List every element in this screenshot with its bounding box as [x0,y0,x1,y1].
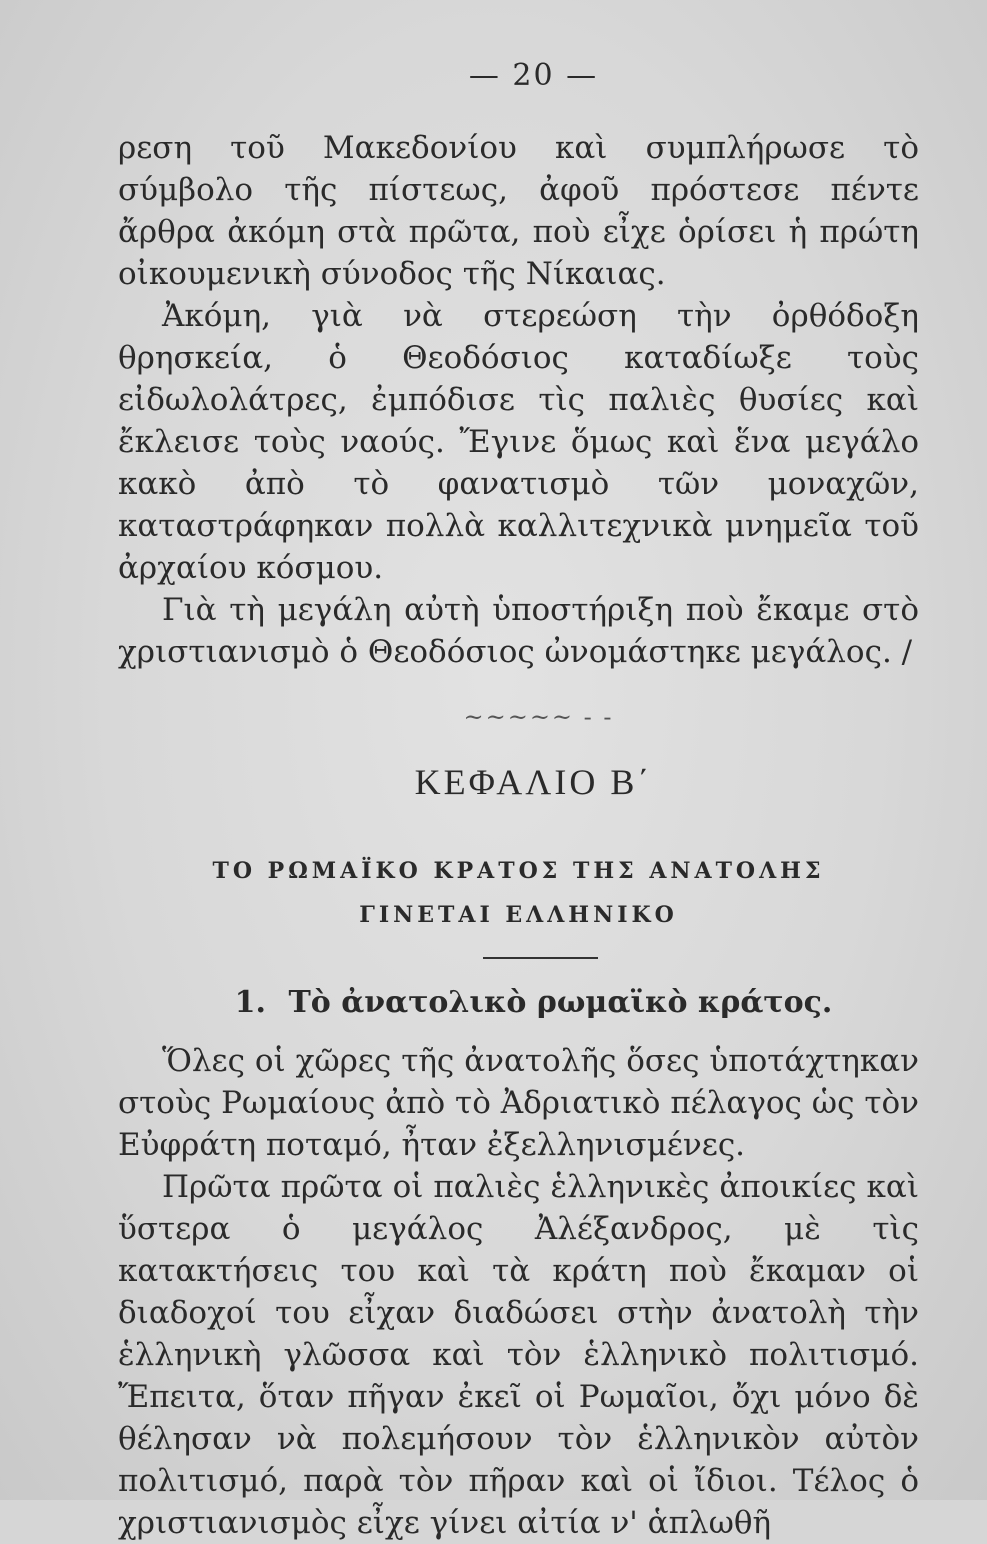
top-text-block [118,127,919,673]
chapter-subtitle-line-2: ΓΙΝΕΤΑΙ ΕΛΛΗΝΙΚΟ [359,902,678,928]
bottom-text-block [118,1040,919,1544]
paragraph-5: Πρῶτα πρῶτα οἱ παλιὲς ἑλληνικὲς ἀποικίες καὶ ὕστερα ὁ μεγάλος Ἀλέξανδρος, μὲ τὶς κατακτήσεις του καὶ τὰ κράτη ποὺ ἔκαμαν οἱ διαδοχοί του εἶχαν διαδώσει στὴν ἀνατολὴ τὴν ἑλληνικὴ γλῶσσα καὶ τὸν ἑλληνικὸ πολιτισμό. Ἔπειτα, ὅταν πῆγαν ἐκεῖ οἱ Ρωμαῖοι, ὄχι μόνο δὲ θέλησαν νὰ πολεμήσουν τὸν ἑλληνικὸν αὐτὸν πολιτισμό, παρὰ τὸν πῆραν καὶ οἱ ἴδιοι. Τέλος ὁ χριστιανισμὸς εἶχε γίνει αἰτία ν' ἁπλωθῆ [118,1169,919,1541]
chapter-title: ΚΕΦΑΛΙΟ Β΄ [414,762,653,802]
paragraph-4: Ὅλες οἱ χῶρες τῆς ἀνατολῆς ὅσες ὑποτάχτηκαν στοὺς Ρωμαίους ἀπὸ τὸ Ἀδριατικὸ πέλαγος ὡς τὸν Εὐφράτη ποταμό, ἦταν ἐξελληνισμένες. [118,1043,919,1163]
paragraph-3: Γιὰ τὴ μεγάλη αὐτὴ ὑποστήριξη ποὺ ἔκαμε στὸ χριστιανισμὸ ὁ Θεοδόσιος ὠνομάστηκε μεγάλος. / [118,592,919,670]
section-number: 1. [234,985,266,1020]
divider-rule [483,957,598,959]
paragraph-2: Ἀκόμη, γιὰ νὰ στερεώση τὴν ὀρθόδοξη θρησκεία, ὁ Θεοδόσιος καταδίωξε τοὺς εἰδωλολάτρες, ἐμπόδισε τὶς παλιὲς θυσίες καὶ ἔκλεισε τοὺς ναούς. Ἔγινε ὅμως καὶ ἕνα μεγάλο κακὸ ἀπὸ τὸ φανατισμὸ τῶν μοναχῶν, καταστράφηκαν πολλὰ καλλιτεχνικὰ μνημεῖα τοῦ ἀρχαίου κόσμου. [118,298,919,586]
section-ornament: ~~~~~ - - [463,703,614,731]
chapter-subtitle-line-1: ΤΟ ΡΩΜΑΪΚΟ ΚΡΑΤΟΣ ΤΗΣ ΑΝΑΤΟΛΗΣ [212,858,825,884]
section-heading [118,985,919,1020]
paragraph-1: ρεση τοῦ Μακεδονίου καὶ συμπλήρωσε τὸ σύμβολο τῆς πίστεως, ἀφοῦ πρόστεσε πέντε ἄρθρα ἀκόμη στὰ πρῶτα, ποὺ εἶχε ὁρίσει ἡ πρώτη οἰκουμενικὴ σύνοδος τῆς Νίκαιας. [118,130,919,292]
section-title: Τὸ ἀνατολικὸ ρωμαϊκὸ κράτος. [288,985,833,1020]
page-number: — 20 — [468,58,599,93]
